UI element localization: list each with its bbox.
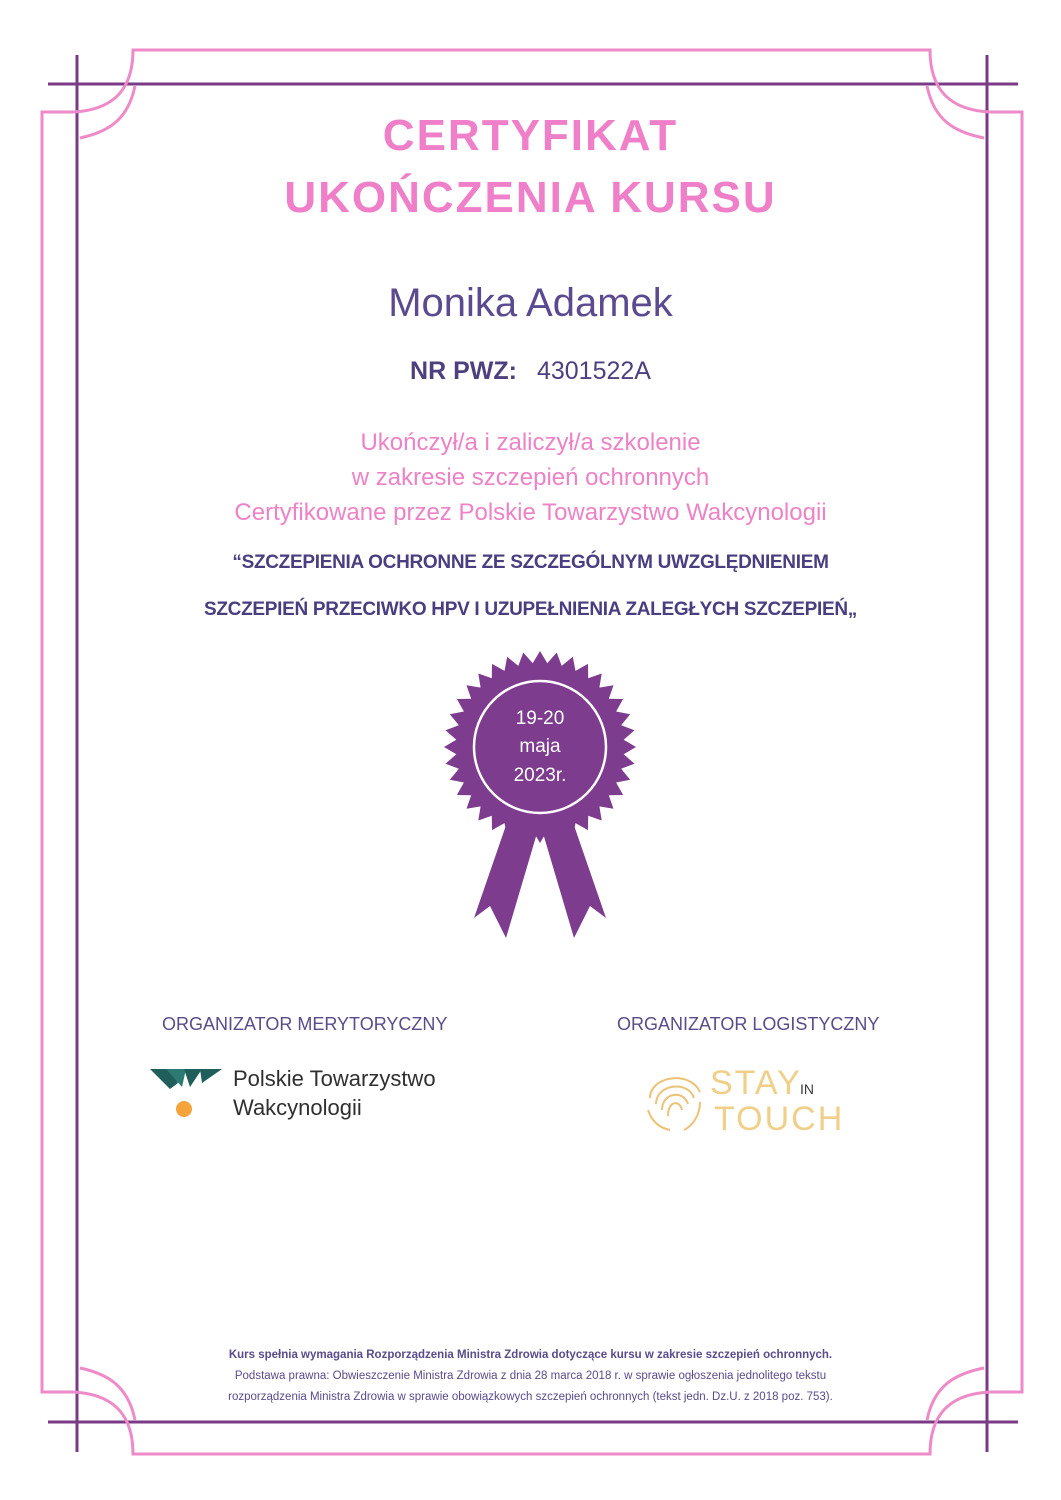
ptw-logo xyxy=(150,1067,224,1119)
completion-line-3: Certyfikowane przez Polskie Towarzystwo Wakcynologii xyxy=(234,499,827,526)
stay-in-touch-logo xyxy=(640,1058,860,1138)
footer-line3: rozporządzenia Ministra Zdrowia w sprawie obowiązkowych szczepień ochronnych (tekst jedn. Dz.U. z 2018 poz. 753). xyxy=(228,1391,833,1403)
course-title-line2: SZCZEPIEŃ PRZECIWKO HPV I UZUPEŁNIENIA ZALEGŁYCH SZCZEPIEŃ„ xyxy=(204,599,857,620)
badge-line2: maja xyxy=(519,736,561,757)
pwz-label: NR PWZ: xyxy=(410,357,517,385)
rosette-badge xyxy=(440,648,640,940)
ptw-name xyxy=(233,1064,436,1122)
footer-line1-text: Kurs spełnia wymagania Rozporządzenia Ministra Zdrowia dotyczące kursu w zakresie szczepień ochronnych. xyxy=(228,1349,833,1361)
badge-line1: 19-20 xyxy=(515,708,565,729)
badge-line3: 2023r. xyxy=(513,765,567,786)
svg-text:TOUCH: TOUCH xyxy=(714,1100,845,1138)
pwz-row xyxy=(0,357,1061,386)
svg-text:STAY: STAY xyxy=(710,1064,802,1102)
course-title-line1: “SZCZEPIENIA OCHRONNE ZE SZCZEGÓLNYM UWZGLĘDNIENIEM xyxy=(232,552,829,573)
ptw-name-line1: Polskie Towarzystwo xyxy=(233,1066,436,1091)
certificate-title-line1: CERTYFIKAT xyxy=(382,111,679,160)
pwz-number: 4301522A xyxy=(536,357,651,385)
content-organizer-heading: ORGANIZATOR MERYTORYCZNY xyxy=(162,1014,448,1034)
completion-line-1: Ukończył/a i zaliczył/a szkolenie xyxy=(360,429,701,456)
ptw-name-line2: Wakcynologii xyxy=(233,1095,362,1120)
footer-line2: Podstawa prawna: Obwieszczenie Ministra Zdrowia z dnia 28 marca 2018 r. w sprawie ogłoszenia jednolitego tekstu xyxy=(234,1370,827,1382)
certificate-title-line2: UKOŃCZENIA KURSU xyxy=(284,173,777,222)
recipient-name: Monika Adamek xyxy=(388,281,673,325)
svg-text:IN: IN xyxy=(800,1081,814,1097)
footer-line1 xyxy=(0,1345,1061,1366)
completion-line-2: w zakresie szczepień ochronnych xyxy=(351,464,710,491)
logistics-organizer-heading: ORGANIZATOR LOGISTYCZNY xyxy=(617,1014,880,1034)
